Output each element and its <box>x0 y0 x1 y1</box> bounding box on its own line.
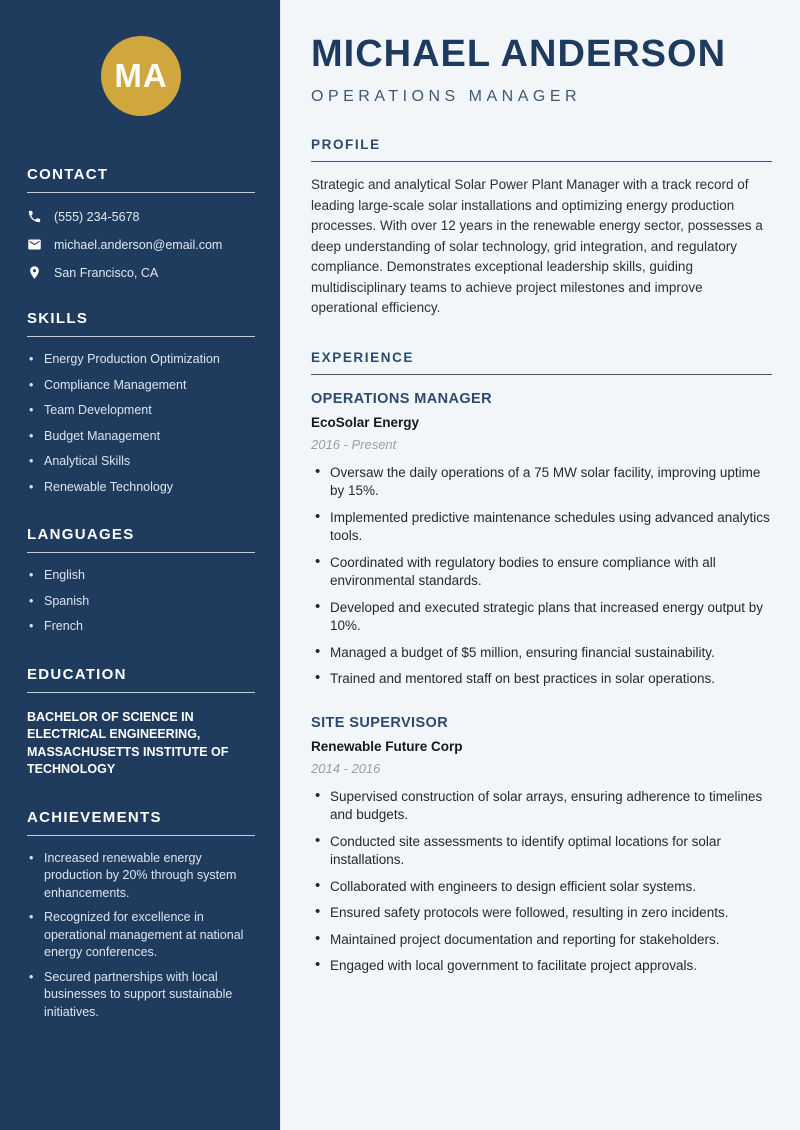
contact-row-phone <box>27 209 255 224</box>
achievement-item: • Increased renewable energy production by 20% through system enhancements. <box>27 850 255 903</box>
resume-main <box>280 0 800 1130</box>
achievements-section <box>27 809 255 1022</box>
job-bullet: • Trained and mentored staff on best practices in solar operations. <box>311 670 772 689</box>
avatar-initials: MA <box>114 57 168 94</box>
contact-row-email <box>27 237 255 252</box>
contact-row-location <box>27 265 255 280</box>
job-entry-operations-manager <box>311 391 772 689</box>
skill-item: • Team Development <box>27 402 255 420</box>
language-item: • French <box>27 618 255 636</box>
job-bullet-list <box>311 788 772 976</box>
skill-item: • Budget Management <box>27 428 255 446</box>
contact-heading: CONTACT <box>27 166 255 193</box>
skill-item: • Analytical Skills <box>27 453 255 471</box>
phone-text: (555) 234-5678 <box>54 209 140 224</box>
skill-item: • Compliance Management <box>27 377 255 395</box>
job-bullet: • Ensured safety protocols were followed, resulting in zero incidents. <box>311 904 772 923</box>
phone-icon <box>27 209 42 224</box>
contact-list <box>27 209 255 280</box>
language-item: • English <box>27 567 255 585</box>
person-name: MICHAEL ANDERSON <box>311 33 727 75</box>
skills-list <box>27 351 255 496</box>
email-text: michael.anderson@email.com <box>54 237 223 252</box>
skills-heading: SKILLS <box>27 310 255 337</box>
achievement-item: • Secured partnerships with local businesses to support sustainable initiatives. <box>27 969 255 1022</box>
job-title: OPERATIONS MANAGER <box>311 390 492 407</box>
achievements-list <box>27 850 255 1022</box>
languages-heading: LANGUAGES <box>27 526 255 553</box>
job-bullet: • Developed and executed strategic plans that increased energy output by 10%. <box>311 599 772 636</box>
avatar <box>101 36 181 116</box>
job-title: SITE SUPERVISOR <box>311 714 449 731</box>
job-dates: 2014 - 2016 <box>311 760 381 776</box>
job-bullet: • Managed a budget of $5 million, ensuring financial sustainability. <box>311 644 772 663</box>
job-bullet: • Implemented predictive maintenance schedules using advanced analytics tools. <box>311 509 772 546</box>
education-heading: EDUCATION <box>27 666 255 693</box>
languages-section <box>27 526 255 636</box>
job-dates: 2016 - Present <box>311 436 397 452</box>
job-bullet: • Maintained project documentation and reporting for stakeholders. <box>311 931 772 950</box>
job-bullet: • Conducted site assessments to identify optimal locations for solar installations. <box>311 833 772 870</box>
contact-section <box>27 166 255 280</box>
education-section <box>27 666 255 779</box>
sidebar <box>0 0 280 1130</box>
person-title: OPERATIONS MANAGER <box>311 88 582 105</box>
achievements-heading: ACHIEVEMENTS <box>27 809 255 836</box>
achievement-item: • Recognized for excellence in operational management at national energy conferences. <box>27 909 255 962</box>
job-company: Renewable Future Corp <box>311 738 463 754</box>
experience-heading: EXPERIENCE <box>311 350 772 375</box>
profile-text: Strategic and analytical Solar Power Plant Manager with a track record of leading large-scale solar installations and optimizing energy production processes. With over 12 years in the renewable energy sector, possesses a deep understanding of solar technology, grid integration, and regulatory compliance. Demonstrates exceptional leadership skills, guiding multidisciplinary teams to achieve project milestones and improve operational efficiency. <box>311 177 763 315</box>
job-bullet: • Supervised construction of solar arrays, ensuring adherence to timelines and budgets. <box>311 788 772 825</box>
job-company: EcoSolar Energy <box>311 414 420 430</box>
languages-list <box>27 567 255 636</box>
skills-section <box>27 310 255 496</box>
experience-section <box>311 350 772 976</box>
degree-text: BACHELOR OF SCIENCE IN ELECTRICAL ENGINEERING, MASSACHUSETTS INSTITUTE OF TECHNOLOGY <box>27 709 229 776</box>
job-bullet: • Collaborated with engineers to design efficient solar systems. <box>311 878 772 897</box>
location-text: San Francisco, CA <box>54 265 159 280</box>
skill-item: • Energy Production Optimization <box>27 351 255 369</box>
skill-item: • Renewable Technology <box>27 479 255 497</box>
language-item: • Spanish <box>27 593 255 611</box>
job-entry-site-supervisor <box>311 715 772 976</box>
job-bullet: • Engaged with local government to facilitate project approvals. <box>311 957 772 976</box>
location-icon <box>27 265 42 280</box>
job-bullet: • Oversaw the daily operations of a 75 MW solar facility, improving uptime by 15%. <box>311 464 772 501</box>
job-bullet: • Coordinated with regulatory bodies to ensure compliance with all environmental standards. <box>311 554 772 591</box>
email-icon <box>27 237 42 252</box>
job-bullet-list <box>311 464 772 689</box>
profile-heading: PROFILE <box>311 137 772 162</box>
profile-section <box>311 137 772 319</box>
